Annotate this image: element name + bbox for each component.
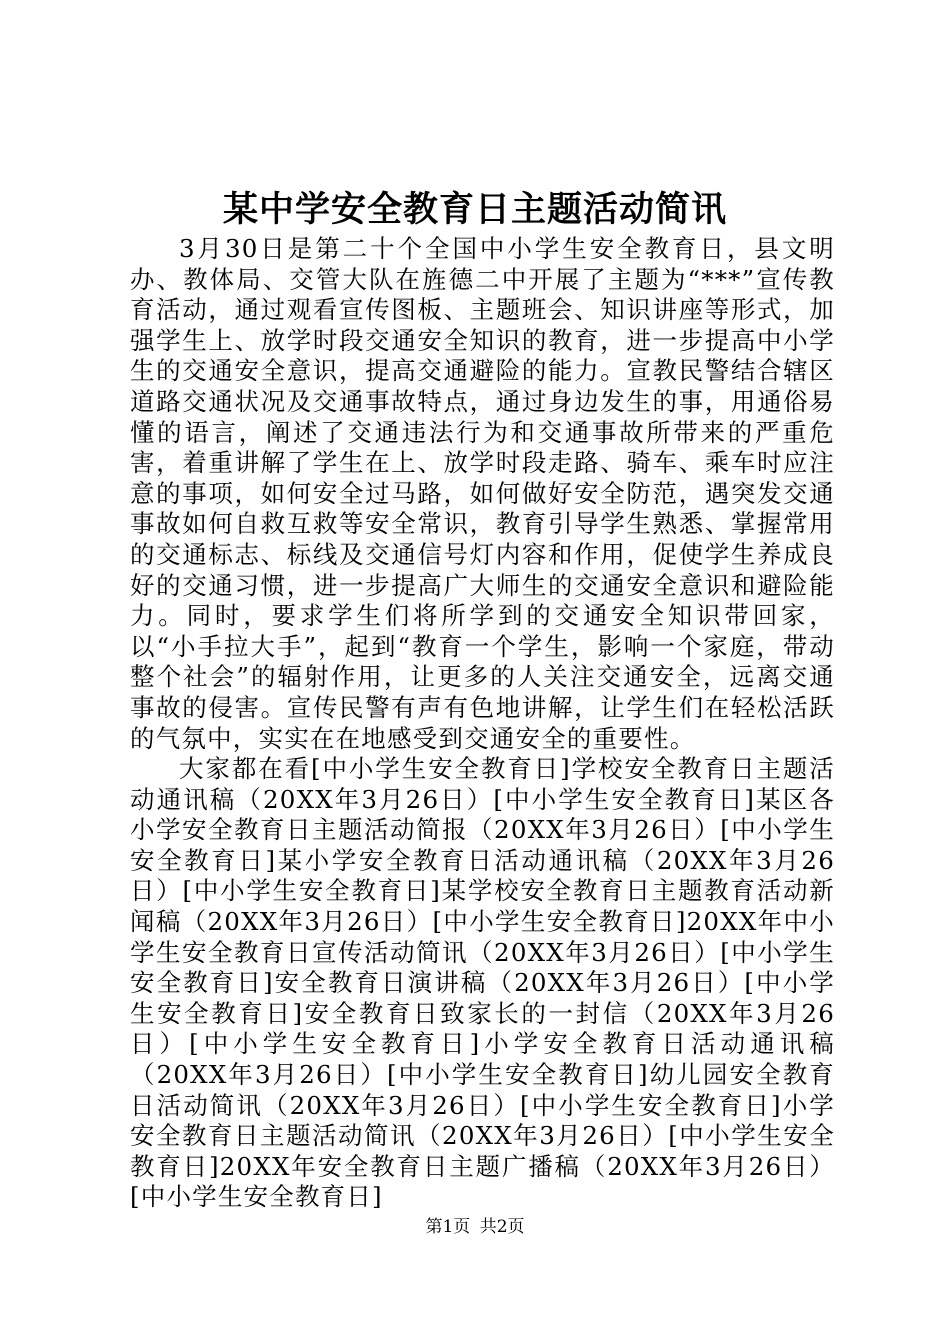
paragraph-related-articles: 大家都在看[中小学生安全教育日]学校安全教育日主题活动通讯稿（20XX年3月26日）[中小学生安全教育日]某区各小学安全教育日主题活动简报（20XX年3月26日）[中小学生安全教育日]某小学安全教育日活动通讯稿（20XX年3月26日）[中小学生安全教育日]某学校安全教育日主题教育活动新闻稿（20XX年3月26日）[中小学生安全教育日]20XX年中小学生安全教育日宣传活动简讯（20XX年3月26日）[中小学生安全教育日]安全教育日演讲稿（20XX年3月26日）[中小学生安全教育日]安全教育日致家长的一封信（20XX年3月26日）[中小学生安全教育日]小学安全教育日活动通讯稿（20XX年3月26日）[中小学生安全教育日]幼儿园安全教育日活动简讯（20XX年3月26日）[中小学生安全教育日]小学安全教育日主题活动简讯（20XX年3月26日）[中小学生安全教育日]20XX年安全教育日主题广播稿（20XX年3月26日）[中小学生安全教育日] [130,754,835,1212]
page-number: 第1页 [425,1217,471,1237]
page-total: 共2页 [479,1217,525,1237]
document-title: 某中学安全教育日主题活动简讯 [222,189,727,230]
paragraph-event-summary: 3月30日是第二十个全国中小学生安全教育日，县文明办、教体局、交管大队在旌德二中开展了主题为“***”宣传教育活动，通过观看宣传图板、主题班会、知识讲座等形式，加强学生上、放学时段交通安全知识的教育，进一步提高中小学生的交通安全意识，提高交通避险的能力。宣教民警结合辖区道路交通状况及交通事故特点，通过身边发生的事，用通俗易懂的语言，阐述了交通违法行为和交通事故所带来的严重危害，着重讲解了学生在上、放学时段走路、骑车、乘车时应注意的事项，如何安全过马路，如何做好安全防范，遇突发交通事故如何自救互救等安全常识，教育引导学生熟悉、掌握常用的交通标志、标线及交通信号灯内容和作用，促使学生养成良好的交通习惯，进一步提高广大师生的交通安全意识和避险能力。同时，要求学生们将所学到的交通安全知识带回家，以“小手拉大手”，起到“教育一个学生，影响一个家庭，带动整个社会”的辐射作用，让更多的人关注交通安全，远离交通事故的侵害。宣传民警有声有色地讲解，让学生们在轻松活跃的气氛中，实实在在地感受到交通安全的重要性。 [130,234,835,753]
page-footer [0,1215,950,1239]
document-body [130,234,835,1213]
